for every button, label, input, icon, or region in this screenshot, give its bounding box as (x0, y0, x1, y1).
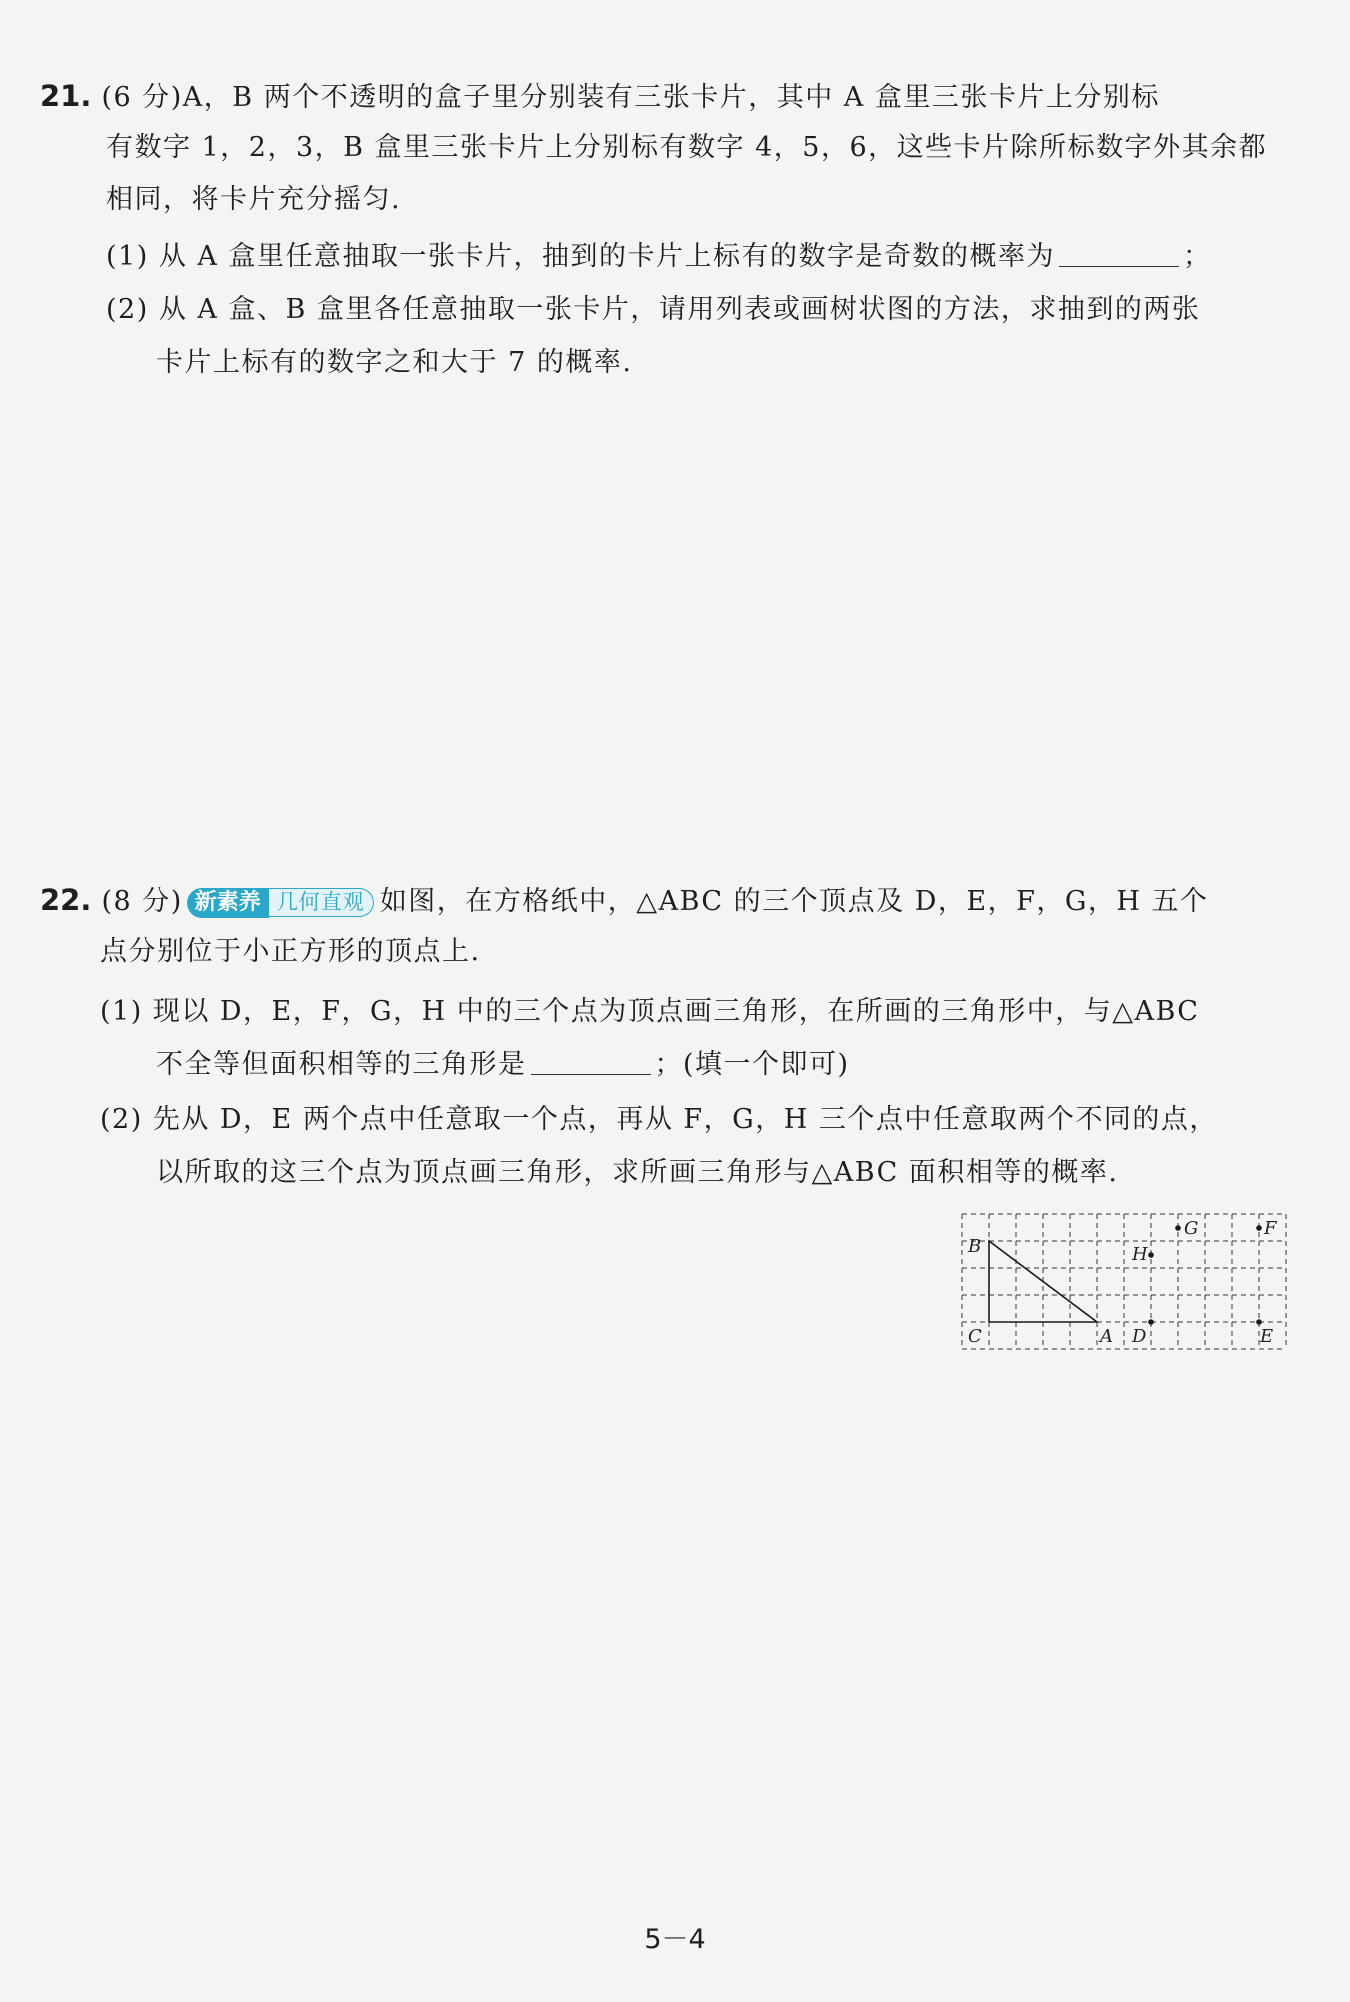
point-f (1256, 1225, 1262, 1231)
answer-blank[interactable] (1059, 242, 1179, 267)
label-f: F (1264, 1218, 1277, 1239)
answer-blank[interactable] (531, 1050, 651, 1075)
q21-part1-end: ； (1183, 241, 1212, 272)
point-g (1175, 1225, 1181, 1231)
q21-line3: 相同，将卡片充分摇匀. (106, 184, 402, 215)
label-d: D (1132, 1326, 1147, 1347)
q22-line1 (40, 882, 1209, 920)
label-c: C (968, 1326, 982, 1347)
dashed-grid (962, 1214, 1286, 1349)
q22-part2-cont: 以所取的这三个点为顶点画三角形，求所画三角形与△ABC 面积相等的概率. (156, 1157, 1119, 1188)
new-literacy-badge (187, 888, 374, 918)
point-d (1148, 1319, 1154, 1325)
label-a: A (1100, 1326, 1113, 1347)
label-g: G (1184, 1218, 1199, 1239)
label-b: B (968, 1236, 982, 1257)
label-e: E (1260, 1326, 1274, 1347)
q21-line1 (40, 78, 1160, 116)
q21-part2: (2) 从 A 盒、B 盒里各任意抽取一张卡片，请用列表或画树状图的方法，求抽到的两张 (106, 294, 1201, 325)
q22-score: (8 分) (101, 886, 183, 917)
point-h (1148, 1252, 1154, 1258)
badge-sub: 几何直观 (269, 888, 374, 917)
page-number: 5－4 (644, 1924, 706, 1955)
q21-number: 21. (40, 79, 92, 113)
q22-part1-text: 不全等但面积相等的三角形是 (156, 1049, 527, 1080)
q22-part1: (1) 现以 D，E，F，G，H 中的三个点为顶点画三角形，在所画的三角形中，与△ABC (100, 996, 1200, 1027)
q21-text-1: A，B 两个不透明的盒子里分别装有三张卡片，其中 A 盒里三张卡片上分别标 (182, 82, 1160, 113)
label-h: H (1132, 1244, 1148, 1265)
point-e (1256, 1319, 1262, 1325)
q21-part2-cont: 卡片上标有的数字之和大于 7 的概率. (156, 347, 633, 378)
q21-score: (6 分) (101, 82, 183, 113)
q22-part1-end: ；(填一个即可) (654, 1049, 850, 1080)
q22-text-1: 如图，在方格纸中，△ABC 的三个顶点及 D，E，F，G，H 五个 (379, 886, 1209, 917)
badge-main: 新素养 (187, 888, 269, 918)
grid-figure (958, 1210, 1290, 1372)
q21-line2: 有数字 1，2，3，B 盒里三张卡片上分别标有数字 4，5，6，这些卡片除所标数字外其余都 (106, 132, 1268, 163)
q22-part1-cont (156, 1047, 850, 1083)
q21-part1 (106, 239, 1212, 275)
q21-part1-text: (1) 从 A 盒里任意抽取一张卡片，抽到的卡片上标有的数字是奇数的概率为 (106, 241, 1055, 272)
q22-number: 22. (40, 883, 92, 917)
q22-part2: (2) 先从 D，E 两个点中任意取一个点，再从 F，G，H 三个点中任意取两个不同的点， (100, 1104, 1218, 1135)
q22-line2: 点分别位于小正方形的顶点上. (100, 936, 481, 967)
